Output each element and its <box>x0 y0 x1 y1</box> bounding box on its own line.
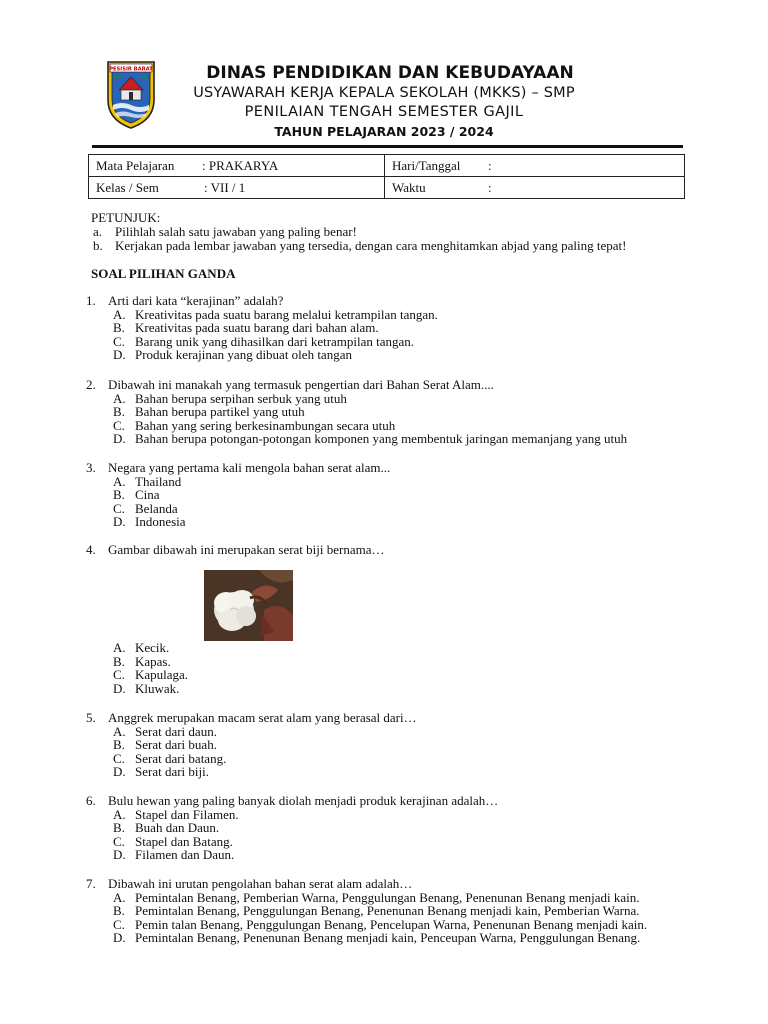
option-text: Serat dari biji. <box>135 764 210 780</box>
question-stem <box>86 877 686 891</box>
option-letter: D. <box>113 680 126 696</box>
option-text: Kecik. <box>135 640 170 655</box>
section-title: SOAL PILIHAN GANDA <box>91 266 236 281</box>
option-a[interactable] <box>86 475 686 489</box>
option-text: Bahan berupa partikel yang utuh <box>135 404 305 420</box>
question-number: 1. <box>86 293 96 308</box>
option-c[interactable] <box>86 918 686 932</box>
question-text: Bulu hewan yang paling banyak diolah menjadi produk kerajinan adalah… <box>108 793 499 808</box>
class-value: : VII / 1 <box>204 179 246 195</box>
option-a[interactable] <box>86 392 686 406</box>
option-letter: C. <box>113 667 125 683</box>
option-d[interactable] <box>86 765 686 779</box>
exam-info-table <box>88 154 685 199</box>
question-7 <box>86 877 686 945</box>
option-b[interactable] <box>86 321 686 335</box>
question-4-options <box>86 641 686 695</box>
option-letter: D. <box>113 764 126 780</box>
option-letter: C. <box>113 916 125 932</box>
option-c[interactable] <box>86 835 686 849</box>
option-c[interactable] <box>86 502 686 516</box>
question-stem <box>86 378 686 392</box>
header-exam-title: PENILAIAN TENGAH SEMESTER GAJIL <box>244 104 524 120</box>
question-stem <box>86 794 686 808</box>
option-letter: B. <box>113 653 125 669</box>
option-b[interactable] <box>86 488 686 502</box>
option-letter: C. <box>113 417 125 433</box>
instruction-marker: b. <box>93 238 103 253</box>
option-letter: A. <box>113 306 126 322</box>
question-number: 2. <box>86 377 96 392</box>
option-text: Bahan yang sering berkesinambungan secara utuh <box>135 417 396 433</box>
question-number: 3. <box>86 460 96 475</box>
question-text: Dibawah ini manakah yang termasuk pengertian dari Bahan Serat Alam.... <box>108 377 494 392</box>
option-text: Serat dari daun. <box>135 723 217 739</box>
info-row-2 <box>89 177 685 199</box>
instructions-title: PETUNJUK: <box>91 210 161 225</box>
question-number: 5. <box>86 710 96 725</box>
options-list <box>86 891 686 945</box>
option-letter: D. <box>113 431 126 447</box>
question-2 <box>86 378 686 446</box>
header-mkks-title: USYAWARAH KERJA KEPALA SEKOLAH (MKKS) – SMP <box>193 85 575 101</box>
option-text: Bahan berupa potongan-potongan komponen yang membentuk jaringan memanjang yang utuh <box>135 431 628 447</box>
option-letter: B. <box>113 404 125 420</box>
option-letter: C. <box>113 833 125 849</box>
option-a[interactable] <box>86 891 686 905</box>
subject-cell <box>89 155 385 177</box>
option-letter: C. <box>113 500 125 516</box>
option-letter: A. <box>113 640 126 655</box>
option-c[interactable] <box>86 752 686 766</box>
option-text: Pemintalan Benang, Penggulungan Benang, Penenunan Benang menjadi kain, Pemberian Warna. <box>135 903 640 919</box>
option-c[interactable] <box>86 335 686 349</box>
option-text: Barang unik yang dihasilkan dari ketrampilan tangan. <box>135 333 415 349</box>
logo-banner-text: PESISIR BARAT <box>109 66 153 73</box>
option-letter: B. <box>113 320 125 336</box>
option-letter: B. <box>113 820 125 836</box>
question-number: 4. <box>86 542 96 557</box>
option-b[interactable] <box>86 405 686 419</box>
option-b[interactable] <box>86 738 686 752</box>
option-text: Stapel dan Filamen. <box>135 806 239 822</box>
option-d[interactable] <box>86 348 686 362</box>
instruction-text: Pilihlah salah satu jawaban yang paling benar! <box>115 224 357 239</box>
option-d[interactable] <box>86 515 686 529</box>
question-text: Anggrek merupakan macam serat alam yang berasal dari… <box>108 710 417 725</box>
option-c[interactable] <box>86 668 686 682</box>
option-d[interactable] <box>86 848 686 862</box>
option-text: Indonesia <box>135 514 186 530</box>
date-value: : <box>488 157 492 173</box>
option-text: Bahan berupa serpihan serbuk yang utuh <box>135 390 347 406</box>
option-a[interactable] <box>86 725 686 739</box>
option-text: Buah dan Daun. <box>135 820 220 836</box>
option-d[interactable] <box>86 682 686 696</box>
option-text: Kluwak. <box>135 680 180 696</box>
option-letter: C. <box>113 333 125 349</box>
question-text: Negara yang pertama kali mengola bahan serat alam... <box>108 460 391 475</box>
options-list <box>86 641 686 695</box>
option-text: Stapel dan Batang. <box>135 833 233 849</box>
option-text: Kapulaga. <box>135 667 189 683</box>
date-label: Hari/Tanggal <box>392 157 461 173</box>
question-5 <box>86 711 686 779</box>
option-text: Serat dari buah. <box>135 737 217 753</box>
question-stem <box>86 711 686 725</box>
instruction-item <box>91 239 626 253</box>
question-6 <box>86 794 686 862</box>
time-value: : <box>488 179 492 195</box>
option-a[interactable] <box>86 641 686 655</box>
question-stem <box>86 294 686 308</box>
option-c[interactable] <box>86 419 686 433</box>
instruction-text: Kerjakan pada lembar jawaban yang tersedia, dengan cara menghitamkan abjad yang paling tepat! <box>115 238 627 253</box>
option-d[interactable] <box>86 432 686 446</box>
option-b[interactable] <box>86 821 686 835</box>
time-label: Waktu <box>392 179 426 195</box>
header-school-year: TAHUN PELAJARAN 2023 / 2024 <box>274 124 494 139</box>
question-3 <box>86 461 686 529</box>
date-cell <box>385 155 685 177</box>
option-letter: B. <box>113 487 125 503</box>
header-agency-title: DINAS PENDIDIKAN DAN KEBUDAYAAN <box>206 63 574 83</box>
option-text: Cina <box>135 487 160 503</box>
option-letter: A. <box>113 390 126 406</box>
time-cell <box>385 177 685 199</box>
instructions <box>91 211 626 253</box>
option-b[interactable] <box>86 655 686 669</box>
question-text: Dibawah ini urutan pengolahan bahan serat alam adalah… <box>108 876 413 891</box>
option-letter: D. <box>113 347 126 363</box>
option-b[interactable] <box>86 904 686 918</box>
question-number: 6. <box>86 793 96 808</box>
options-list <box>86 808 686 862</box>
option-a[interactable] <box>86 308 686 322</box>
option-letter: D. <box>113 847 126 863</box>
options-list <box>86 308 686 362</box>
subject-label: Mata Pelajaran <box>96 157 175 173</box>
options-list <box>86 725 686 779</box>
question-4 <box>86 543 686 557</box>
question-number: 7. <box>86 876 96 891</box>
option-text: Pemintalan Benang, Penenunan Benang menjadi kain, Penceupan Warna, Penggulungan Benang. <box>135 930 641 946</box>
option-text: Filamen dan Daun. <box>135 847 235 863</box>
option-text: Thailand <box>135 473 182 489</box>
option-text: Belanda <box>135 500 178 516</box>
option-text: Kreativitas pada suatu barang melalui ketrampilan tangan. <box>135 306 438 322</box>
option-letter: C. <box>113 750 125 766</box>
options-list <box>86 392 686 446</box>
instruction-marker: a. <box>93 224 103 239</box>
question-text: Arti dari kata “kerajinan” adalah? <box>108 293 284 308</box>
option-letter: A. <box>113 473 126 489</box>
option-text: Pemintalan Benang, Pemberian Warna, Penggulungan Benang, Penenunan Benang menjadi kain. <box>135 889 640 905</box>
instructions-list <box>91 225 626 253</box>
info-row-1 <box>89 155 685 177</box>
class-cell <box>89 177 385 199</box>
instruction-item <box>91 225 626 239</box>
option-text: Kreativitas pada suatu barang dari bahan alam. <box>135 320 379 336</box>
header-divider <box>92 145 683 148</box>
option-text: Produk kerajinan yang dibuat oleh tangan <box>135 347 352 363</box>
option-a[interactable] <box>86 808 686 822</box>
option-text: Serat dari batang. <box>135 750 227 766</box>
question-stem <box>86 543 686 557</box>
options-list <box>86 475 686 529</box>
option-letter: A. <box>113 889 126 905</box>
class-label: Kelas / Sem <box>96 179 159 195</box>
option-letter: A. <box>113 723 126 739</box>
question-text: Gambar dibawah ini merupakan serat biji bernama… <box>108 542 385 557</box>
option-letter: A. <box>113 806 126 822</box>
option-text: Pemin talan Benang, Penggulungan Benang, Pencelupan Warna, Penenunan Benang menjadi kain. <box>135 916 648 932</box>
question-stem <box>86 461 686 475</box>
option-text: Kapas. <box>135 653 171 669</box>
option-letter: B. <box>113 737 125 753</box>
option-letter: D. <box>113 930 126 946</box>
subject-value: : PRAKARYA <box>202 157 279 173</box>
question-1 <box>86 294 686 362</box>
option-letter: B. <box>113 903 125 919</box>
cotton-boll-image <box>204 570 293 641</box>
option-letter: D. <box>113 514 126 530</box>
option-d[interactable] <box>86 931 686 945</box>
